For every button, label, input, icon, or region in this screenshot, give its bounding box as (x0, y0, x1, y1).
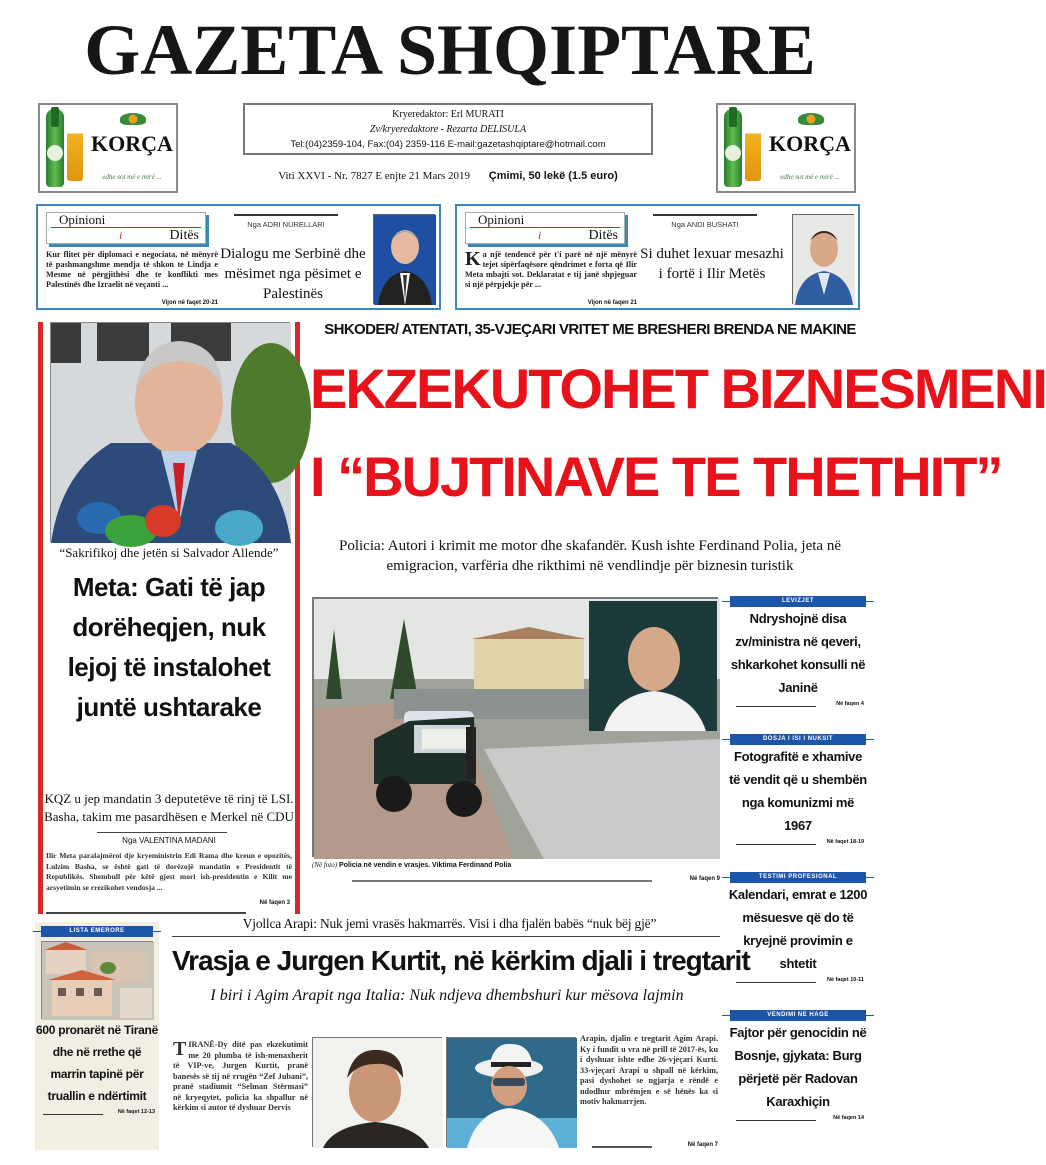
caption-prefix: (Në foto) (312, 861, 338, 869)
bottom-overline: Vjollca Arapi: Nuk jemi vrasës hakmarrës. Visi i dha fjalën babës “nuk bëj gjë” (242, 916, 657, 931)
sidebar-tag: TESTIMI PROFESIONAL (730, 872, 866, 883)
bottom-body-col-3: Arapin, djalin e tregtarit Agim Arapi. Ky i fundit u vra në prill të 2017-ës, ku i dyshuar ishte edhe 26-vjeçari Kurti. 33-vjeçari Arapi u shpall në kërkim, pasi dyshohet se ngjarja e rëndë e ndodhur mbrëmjen e së hënës ka si motiv hakmarrjen. (580, 1034, 718, 1106)
brand-crest-icon (120, 113, 146, 125)
main-kicker: SHKODER/ ATENTATI, 35-VJEÇARI VRITET ME BRESHERI BRENDA NE MAKINE (324, 321, 856, 338)
ad-slogan: edhe sot më e mirë ... (780, 173, 840, 181)
continue-link[interactable]: Vijon në faqen 21 (587, 300, 637, 306)
continue-link[interactable]: Në faqen 3 (259, 900, 290, 906)
byline-rule (234, 214, 338, 216)
sidebar-footer (728, 1115, 868, 1125)
beer-bottle-icon (46, 109, 64, 187)
byline-rule (97, 832, 227, 833)
body-text: IRANË-Dy ditë pas ekzekutimit me 20 plumba të ish-menaxherit të VIP-ve, Jurgen Kurtit, pranë banesës së tij në rrugën “Zef Jubani”, pranë stadiumit “Selman Stërmasi” në kryeqytet, policia ka shpallur në kërkim si autor të dyshuar Dervis (173, 1040, 308, 1112)
sidebar-tag: DOSJA I ISI I NUKSIT (730, 734, 866, 745)
issue-number-date: Viti XXVI - Nr. 7827 E enjte 21 Mars 2019 (278, 170, 471, 182)
brand-crest-icon (798, 113, 824, 125)
main-headline-line-1: EKZEKUTOHET BIZNESMENI (310, 357, 1046, 420)
divider (352, 880, 652, 882)
opinion-byline: Nga ADRI NURELLARI (247, 220, 325, 229)
opinion-title[interactable]: Dialogu me Serbinë dhe mësimet nga pësimet e Palestinës (220, 246, 366, 302)
author-photo (792, 214, 854, 304)
sidebar-tag: VENDIMI NE HAGE (730, 1010, 866, 1021)
sidebar-headline: Fajtor për genocidin në Bosnje, gjykata: Burg përjetë për Radovan Karaxhiçin (729, 1025, 867, 1109)
divider (592, 1146, 652, 1148)
byline-rule (653, 214, 757, 216)
lista-box[interactable] (35, 922, 159, 1150)
main-deck: Policia: Autori i krimit me motor dhe skafandër. Kush ishte Ferdinand Polia, jeta në emigracion, varfëria dhe rikthimi në vendlindje për biznesin turistik (339, 538, 841, 574)
sidebar-headline: Fotografitë e xhamive të vendit që u shembën nga komunizmi më 1967 (729, 749, 867, 833)
divider (172, 936, 720, 937)
sidebar-item-4[interactable] (728, 1010, 868, 1125)
opinion-excerpt (465, 250, 637, 290)
sidebar-tag: LEVIZJET (730, 596, 866, 607)
tag-bottom: Ditës (588, 228, 618, 243)
continue-link[interactable]: Në faqen 4 (836, 701, 864, 707)
drop-cap: K (465, 248, 481, 270)
bottom-body-col-1 (173, 1040, 308, 1114)
ad-brand: KORÇA (769, 131, 851, 156)
lead-subhead: KQZ u jep mandatin 3 deputetëve të rinj të LSI. Basha, takim me pasardhësen e Merkel në CDU (44, 791, 294, 824)
tag-top: Opinioni (59, 212, 106, 227)
lista-footer (35, 1109, 159, 1119)
opinion-tag (465, 212, 625, 244)
continue-link[interactable]: Në faqet 18-19 (826, 839, 864, 845)
tag-top: Opinioni (478, 212, 525, 227)
deputy-editor: Zv/kryeredaktore - Rezarta DELISULA (369, 124, 527, 135)
sidebar-headline: Kalendari, emrat e 1200 mësuesve që do të kryejnë provimin e shtetit (728, 887, 868, 971)
excerpt-text: a një tendencë për t'i parë në një mënyrë tejet sipërfaqësore qëndrimet e forta që Ilir Meta mbajti sot. Deklaratat e tij janë shpjeguar si një përpjekje për ... (465, 250, 637, 289)
contact-info: Tel:(04)2359-104, Fax:(04) 2359-116 E-mail:gazetashqiptare@hotmail.com (290, 139, 606, 150)
lead-headline[interactable]: Meta: Gati të jap dorëheqjen, nuk lejoj të instalohet juntë ushtarake (67, 572, 271, 722)
main-photo (312, 597, 718, 857)
sidebar-footer (728, 839, 868, 849)
lead-photo (50, 322, 290, 542)
opinion-box-1[interactable] (36, 204, 441, 310)
photo-jurgen-kurti (312, 1037, 442, 1147)
opinion-excerpt (46, 250, 218, 290)
beer-glass-icon (745, 127, 761, 181)
buildings-photo (41, 941, 153, 1019)
ad-korca-left[interactable] (38, 103, 178, 193)
lead-byline: Nga VALENTINA MADANI (122, 836, 216, 845)
author-photo (373, 214, 435, 304)
opinion-byline: Nga ANDI BUSHATI (671, 220, 739, 229)
sidebar-footer (728, 977, 868, 987)
sidebar-footer (728, 701, 868, 711)
bottom-subhead: I biri i Agim Arapit nga Italia: Nuk ndjeva dhembshuri kur mësova lajmin (210, 987, 684, 1004)
lista-headline: 600 pronarët në Tiranë dhe në rrethe që marrin tapinë për truallin e ndërtimit (36, 1023, 158, 1103)
drop-cap: T (173, 1038, 187, 1060)
issue-line (243, 170, 653, 182)
beer-glass-icon (67, 127, 83, 181)
continue-link[interactable]: Në faqen 14 (833, 1115, 864, 1121)
continue-link[interactable]: Në faqen 7 (687, 1142, 718, 1148)
sidebar-item-2[interactable] (728, 734, 868, 849)
excerpt-text: Kur flitet për diplomaci e negociata, në mënyrë të pashmangshme mendja të shkon te Lindja e Mesme në përgjithësi dhe te konflikti mes Palestinës dhe Izraelit në veçanti ... (46, 250, 218, 289)
tag-bottom: Ditës (169, 228, 199, 243)
sidebar-item-1[interactable] (728, 596, 868, 711)
ad-korca-right[interactable] (716, 103, 856, 193)
editor-in-chief: Kryeredaktor: Erl MURATI (392, 109, 504, 120)
tag-mid: i (538, 228, 542, 242)
continue-link[interactable]: Në faqet 12-13 (117, 1109, 155, 1115)
caption-text: Policia në vendin e vrasjes. Viktima Ferdinand Polia (339, 862, 512, 869)
issue-price: Çmimi, 50 lekë (1.5 euro) (488, 170, 618, 182)
continue-link[interactable]: Në faqet 10-11 (827, 977, 864, 983)
ad-slogan: edhe sot më e mirë ... (102, 173, 162, 181)
masthead-title: GAZETA SHQIPTARE (84, 10, 816, 90)
photo-caption (312, 861, 722, 870)
sidebar-headline: Ndryshojnë disa zv/ministra në qeveri, shkarkohet konsulli në Janinë (730, 611, 866, 695)
opinion-title[interactable]: Si duhet lexuar mesazhi i fortë i Ilir Metës (640, 246, 784, 282)
sidebar-tag: LISTA EMERORE (41, 926, 153, 937)
tag-mid: i (119, 228, 123, 242)
opinion-tag (46, 212, 206, 244)
bottom-headline[interactable]: Vrasja e Jurgen Kurtit, në kërkim djali i tregtarit (172, 945, 750, 976)
lead-body: Ilir Meta paralajmëroi dje kryeministrin Edi Rama dhe kreun e opozitës, Lulzim Basha, se është gati të dorëzojë mandatin e Presidentit të Republikës. Shembull për këtë gjest mori ish-presidentin e Kilit me arsyetimin se rrezikohet vendosja ... (46, 851, 292, 892)
beer-bottle-icon (724, 109, 742, 187)
continue-link[interactable]: Në faqen 9 (689, 876, 720, 882)
editorial-box (243, 103, 653, 155)
main-headline[interactable] (310, 345, 1046, 521)
ad-brand: KORÇA (91, 131, 173, 156)
main-headline-line-2: I “BUJTINAVE TE THETHIT” (310, 445, 1002, 508)
photo-suspect (446, 1037, 576, 1147)
lead-quote: “Sakrifikoj dhe jetën si Salvador Allende” (59, 545, 279, 560)
continue-link[interactable]: Vijon në faqet 20-21 (161, 300, 218, 306)
opinion-box-2[interactable] (455, 204, 860, 310)
